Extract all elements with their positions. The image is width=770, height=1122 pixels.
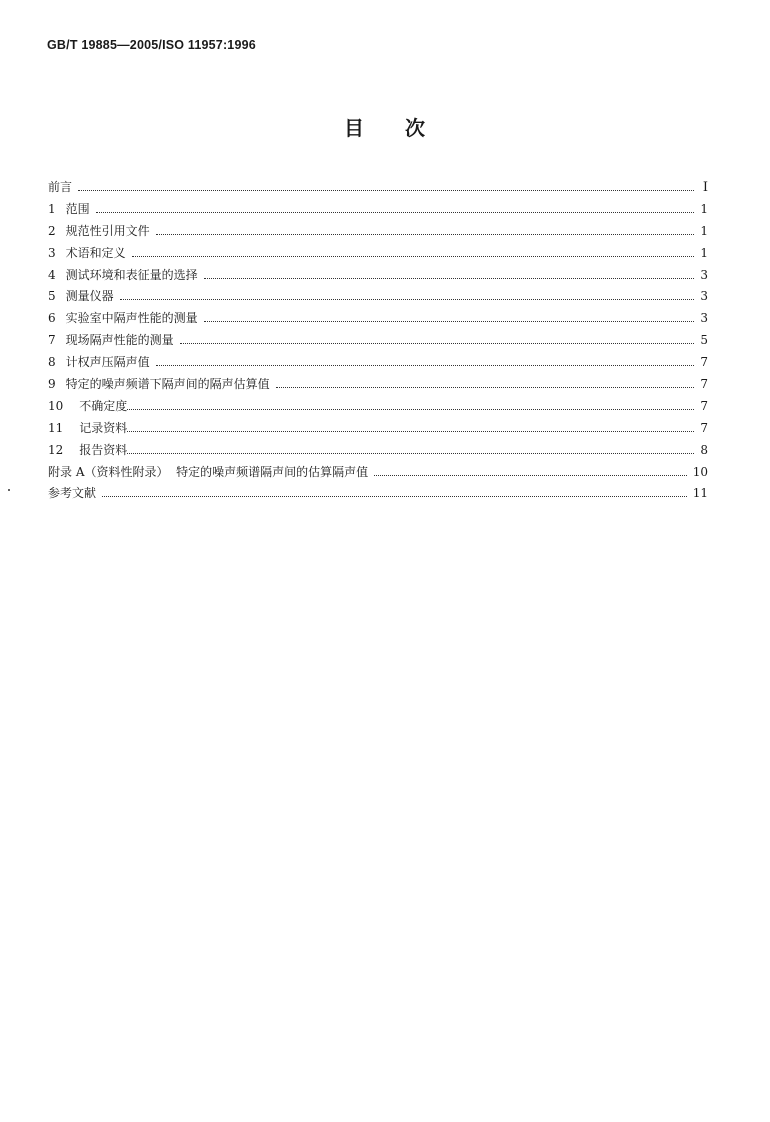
toc-entry-label: 记录资料 — [79, 420, 128, 435]
toc-entry[interactable] — [48, 265, 708, 287]
toc-entry-label: 特定的噪声频谱下隔声间的隔声估算值 — [65, 377, 270, 392]
toc-leader-dots — [156, 233, 694, 235]
toc-entry-number: 8 — [48, 355, 56, 370]
toc-entry-label: 测量仪器 — [65, 289, 114, 304]
toc-entry[interactable] — [48, 177, 708, 199]
toc-entry-page: I — [702, 180, 708, 195]
toc-entry-page: 5 — [700, 333, 708, 348]
toc-leader-dots — [204, 277, 694, 279]
toc-entry[interactable] — [48, 286, 708, 308]
toc-leader-dots — [78, 189, 694, 191]
toc-entry[interactable] — [48, 308, 708, 330]
toc-entry-number: 10 — [48, 398, 64, 413]
toc-leader-dots — [96, 211, 694, 213]
toc-entry-number: 3 — [48, 245, 56, 260]
toc-entry-label: 测试环境和表征量的选择 — [65, 267, 198, 282]
toc-leader-dots — [127, 452, 694, 454]
toc-entry-page: 7 — [700, 355, 708, 370]
toc-leader-dots — [102, 495, 687, 497]
toc-entry-number: 9 — [48, 377, 56, 392]
toc-entry[interactable] — [48, 352, 708, 374]
toc-entry-page: 3 — [700, 267, 708, 282]
toc-entry-page: 10 — [692, 464, 708, 479]
toc-entry-page: 1 — [700, 201, 708, 216]
toc-leader-dots — [156, 364, 694, 366]
standard-code: GB/T 19885—2005/ISO 11957:1996 — [47, 38, 256, 52]
toc-entry-page: 3 — [700, 311, 708, 326]
toc-entry-page: 3 — [700, 289, 708, 304]
toc-leader-dots — [132, 255, 694, 257]
toc-entry-page: 1 — [700, 245, 708, 260]
toc-entry-label: 计权声压隔声值 — [65, 355, 150, 370]
toc-entry[interactable] — [48, 199, 708, 221]
toc-leader-dots — [127, 408, 694, 410]
toc-entry[interactable] — [48, 330, 708, 352]
toc-entry-number: 11 — [48, 420, 64, 435]
toc-entry[interactable] — [48, 243, 708, 265]
toc-entry[interactable] — [48, 483, 708, 505]
toc-entry-label: 不确定度 — [79, 398, 128, 413]
toc-entry-page: 1 — [700, 223, 708, 238]
toc-entry[interactable] — [48, 462, 708, 484]
scan-speck — [8, 489, 10, 491]
toc-leader-dots — [120, 298, 694, 300]
toc-entry-label: 报告资料 — [79, 442, 128, 457]
table-of-contents — [48, 177, 708, 505]
toc-entry[interactable] — [48, 221, 708, 243]
toc-entry[interactable] — [48, 374, 708, 396]
toc-entry-label: 现场隔声性能的测量 — [65, 333, 174, 348]
toc-entry-page: 7 — [700, 420, 708, 435]
toc-entry-number: 1 — [48, 201, 56, 216]
toc-leader-dots — [180, 342, 694, 344]
toc-entry[interactable] — [48, 440, 708, 462]
toc-entry-label: 前言 — [48, 180, 73, 194]
toc-entry-label: 实验室中隔声性能的测量 — [65, 311, 198, 326]
toc-entry-label: 规范性引用文件 — [65, 223, 150, 238]
toc-entry[interactable] — [48, 396, 708, 418]
toc-leader-dots — [127, 430, 694, 432]
page-title-char: 目 — [344, 116, 365, 140]
toc-entry-page: 8 — [700, 442, 708, 457]
toc-leader-dots — [276, 386, 694, 388]
page-title-char: 次 — [405, 116, 426, 140]
toc-entry-label: 范围 — [65, 201, 90, 216]
toc-entry-number: 4 — [48, 267, 56, 282]
page-title — [0, 112, 770, 141]
toc-entry-number: 12 — [48, 442, 64, 457]
toc-leader-dots — [374, 474, 687, 476]
toc-entry-number: 6 — [48, 311, 56, 326]
toc-entry-page: 7 — [700, 398, 708, 413]
toc-entry[interactable] — [48, 418, 708, 440]
toc-entry-page: 7 — [700, 377, 708, 392]
toc-entry-number: 7 — [48, 333, 56, 348]
toc-entry-label: 术语和定义 — [65, 245, 126, 260]
toc-entry-number: 5 — [48, 289, 56, 304]
toc-entry-page: 11 — [692, 486, 708, 501]
toc-entry-label: 参考文献 — [48, 486, 97, 501]
toc-entry-number: 2 — [48, 223, 56, 238]
toc-entry-label: 附录 A（资料性附录） 特定的噪声频谱隔声间的估算隔声值 — [48, 464, 369, 479]
toc-leader-dots — [204, 320, 694, 322]
